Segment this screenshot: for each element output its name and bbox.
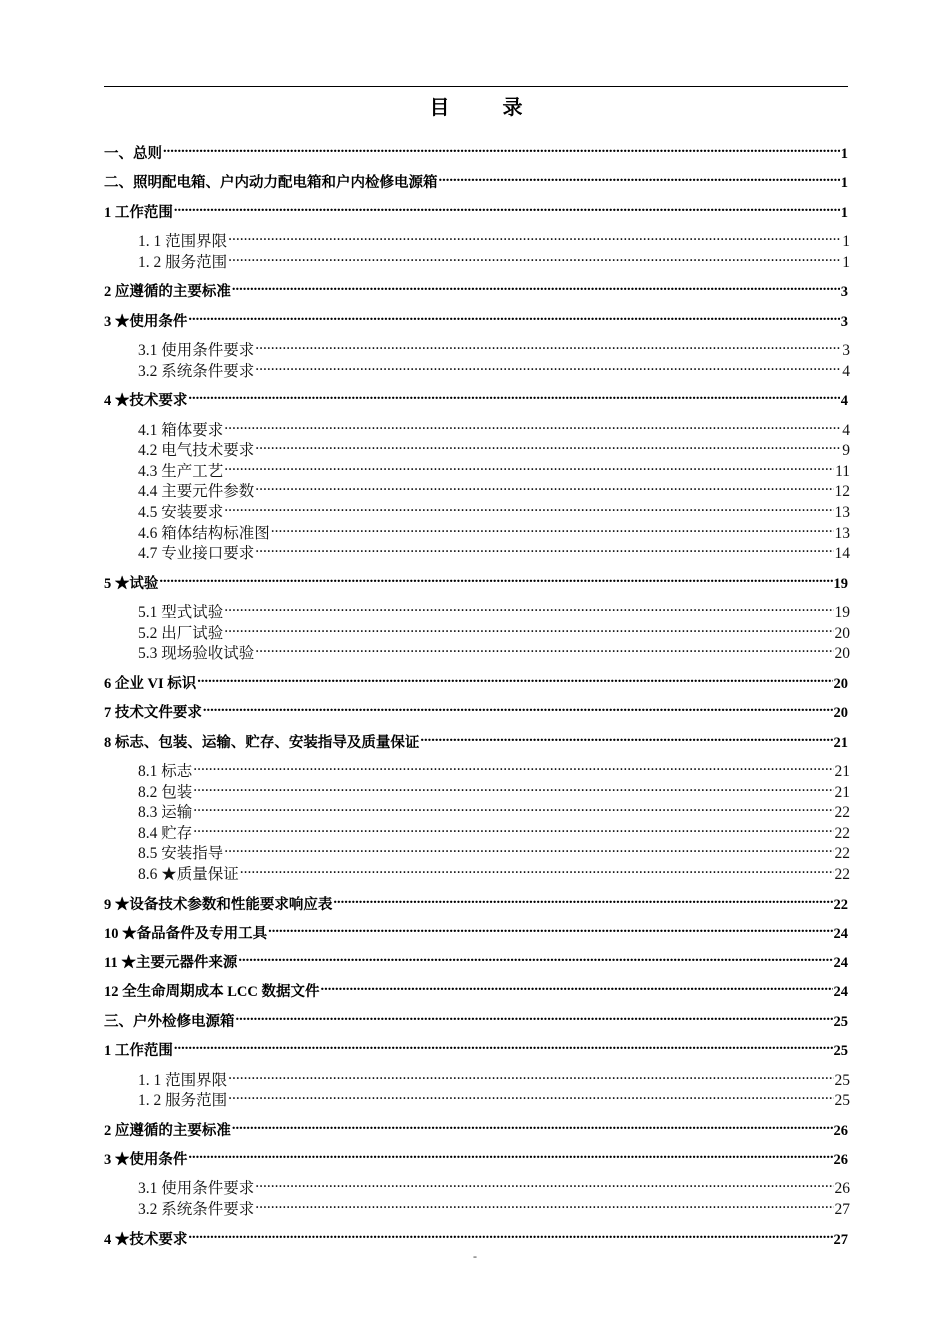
toc-entry-page-number: 1	[840, 146, 848, 162]
toc-entry-page-number: 4	[840, 393, 848, 410]
toc-leader-dots	[420, 727, 832, 747]
toc-entry-title: 1 工作范围	[104, 1043, 173, 1059]
toc-entry-title: 5 ★试验	[104, 575, 159, 592]
toc-entry-page-number: 27	[834, 1201, 850, 1218]
toc-entry-page-number: 1	[842, 233, 850, 251]
toc-leader-dots	[193, 756, 833, 776]
toc-leader-dots	[321, 976, 833, 996]
toc-leader-dots	[203, 697, 833, 717]
toc-entry-page-number: 4	[842, 421, 850, 439]
toc-leader-dots	[255, 1194, 833, 1214]
toc-entry-page-number: 26	[834, 1180, 850, 1198]
toc-entry-title: 12 全生命周期成本 LCC 数据文件	[104, 984, 320, 1001]
toc-entry-title: 一、总则	[104, 146, 162, 162]
toc-entry-title: 9 ★设备技术参数和性能要求响应表	[104, 896, 333, 913]
toc-leader-dots	[238, 947, 832, 967]
toc-entry[interactable]	[104, 947, 848, 972]
toc-entry[interactable]	[138, 518, 850, 542]
toc-entry-title: 8.2 包装	[138, 783, 193, 801]
toc-entry-title: 4.7 专业接口要求	[138, 545, 255, 563]
toc-entry[interactable]	[104, 385, 848, 410]
toc-entry-page-number: 3	[840, 284, 848, 301]
toc-entry-title: 二、照明配电箱、户内动力配电箱和户内检修电源箱	[104, 175, 438, 192]
toc-entry[interactable]	[138, 435, 850, 460]
toc-title: 目 录	[429, 97, 547, 119]
toc-entry[interactable]	[138, 1065, 850, 1089]
toc-entry-page-number: 13	[834, 524, 850, 542]
toc-leader-dots	[188, 306, 839, 326]
toc-entry-title: 1. 1 范围界限	[138, 233, 228, 251]
toc-entry-title: 8 标志、包装、运输、贮存、安装指导及质量保证	[104, 734, 420, 751]
toc-entry-title: 1 工作范围	[104, 204, 173, 221]
toc-entry-page-number: 24	[833, 925, 848, 942]
toc-leader-dots	[255, 538, 833, 558]
toc-entry-page-number: 12	[834, 483, 850, 501]
toc-entry-page-number: 24	[833, 955, 848, 972]
toc-entry-page-number: 21	[833, 734, 848, 751]
toc-entry-title: 3.2 系统条件要求	[138, 362, 255, 380]
toc-entry[interactable]	[104, 697, 848, 722]
toc-entry[interactable]	[138, 497, 850, 521]
toc-entry-page-number: 26	[833, 1151, 848, 1168]
toc-entry-title: 7 技术文件要求	[104, 705, 202, 722]
toc-entry[interactable]	[138, 356, 850, 380]
toc-leader-dots	[232, 1115, 833, 1135]
page-footer: -	[473, 1249, 477, 1263]
toc-entry[interactable]	[138, 247, 850, 271]
toc-entry-title: 10 ★备品备件及专用工具	[104, 925, 268, 942]
toc-entry-page-number: 1	[840, 204, 848, 221]
toc-entry-title: 8.1 标志	[138, 763, 193, 780]
toc-entry-page-number: 22	[834, 845, 850, 863]
toc-entry-title: 3.1 使用条件要求	[138, 342, 255, 359]
toc-entry[interactable]	[138, 597, 850, 622]
toc-entry-title: 4.4 主要元件参数	[138, 483, 255, 501]
toc-entry-title: 三、户外检修电源箱	[104, 1013, 235, 1030]
toc-entry-page-number: 22	[834, 824, 850, 842]
toc-entry-title: 2 应遵循的主要标准	[104, 1122, 231, 1139]
toc-entry-title: 5.2 出厂试验	[138, 624, 224, 642]
toc-entry[interactable]	[138, 818, 850, 842]
toc-entry[interactable]	[104, 918, 848, 942]
toc-entry[interactable]	[104, 138, 848, 162]
toc-entry-title: 8.4 贮存	[138, 824, 193, 842]
toc-leader-dots	[224, 415, 841, 435]
toc-entry-page-number: 20	[834, 624, 850, 642]
toc-entry[interactable]	[138, 335, 850, 359]
toc-entry-title: 8.5 安装指导	[138, 845, 224, 863]
toc-leader-dots	[159, 568, 832, 588]
toc-leader-dots	[255, 335, 841, 355]
toc-entry[interactable]	[104, 668, 848, 692]
toc-entry[interactable]	[138, 618, 850, 642]
toc-entry-title: 4.6 箱体结构标准图	[138, 524, 270, 542]
toc-entry[interactable]	[104, 1035, 848, 1059]
toc-entry-page-number: 1	[840, 175, 848, 192]
toc-leader-dots	[255, 435, 841, 455]
toc-leader-dots	[174, 197, 840, 217]
toc-entry-title: 4 ★技术要求	[104, 393, 188, 410]
toc-leader-dots	[163, 138, 840, 158]
toc-leader-dots	[193, 777, 833, 797]
toc-leader-dots	[255, 1173, 833, 1193]
toc-leader-dots	[268, 918, 832, 938]
toc-entry-title: 1. 2 服务范围	[138, 1092, 228, 1110]
toc-entry[interactable]	[104, 1115, 848, 1139]
toc-leader-dots	[188, 1224, 832, 1244]
toc-entry-title: 2 应遵循的主要标准	[104, 284, 231, 301]
toc-entry-page-number: 20	[833, 705, 848, 722]
toc-entry[interactable]	[138, 415, 850, 439]
toc-entry[interactable]	[104, 889, 848, 913]
toc-entry-page-number: 19	[833, 575, 848, 592]
toc-entry-page-number: 25	[834, 1092, 850, 1110]
toc-leader-dots	[240, 859, 834, 879]
toc-entry-page-number: 26	[833, 1122, 848, 1139]
toc-entry-page-number: 20	[834, 645, 850, 663]
toc-leader-dots	[255, 476, 833, 496]
toc-leader-dots	[232, 276, 840, 296]
toc-entry-page-number: 25	[833, 1043, 848, 1059]
toc-leader-dots	[197, 668, 832, 688]
toc-entry-page-number: 27	[833, 1231, 848, 1248]
toc-entry-page-number: 4	[842, 362, 850, 380]
toc-leader-dots	[174, 1035, 833, 1055]
toc-entry-page-number: 19	[834, 604, 850, 622]
toc-entry-page-number: 22	[834, 866, 850, 883]
toc-leader-dots	[224, 838, 833, 858]
toc-leader-dots	[193, 797, 833, 817]
toc-entry-title: 6 企业 VI 标识	[104, 675, 197, 692]
toc-entry-title: 4 ★技术要求	[104, 1231, 188, 1248]
toc-entry-title: 3 ★使用条件	[104, 1151, 188, 1168]
toc-entry-page-number: 11	[835, 462, 850, 480]
toc-leader-dots	[228, 226, 841, 246]
toc-entry[interactable]	[138, 226, 850, 251]
toc-entry[interactable]	[104, 568, 848, 592]
toc-entry-title: 3 ★使用条件	[104, 313, 188, 330]
toc-entry[interactable]	[104, 1006, 848, 1030]
toc-entry[interactable]	[138, 476, 850, 501]
toc-entry-page-number: 1	[842, 253, 850, 271]
toc-entry-title: 5.1 型式试验	[138, 604, 224, 622]
toc-entry-title: 3.1 使用条件要求	[138, 1180, 255, 1198]
toc-entry-page-number: 25	[834, 1071, 850, 1089]
toc-entry[interactable]	[138, 1085, 850, 1110]
toc-entry-page-number: 22	[833, 896, 848, 913]
toc-leader-dots	[271, 518, 834, 538]
toc-entry[interactable]	[104, 1224, 848, 1248]
toc-entry[interactable]	[138, 1173, 850, 1198]
toc-entry-page-number: 25	[833, 1013, 848, 1030]
toc-entry[interactable]	[138, 456, 850, 480]
toc-entry[interactable]	[104, 976, 848, 1001]
toc-entry-page-number: 22	[834, 804, 850, 822]
toc-entry-title: 4.5 安装要求	[138, 504, 224, 521]
toc-entry[interactable]	[138, 838, 850, 863]
toc-entry[interactable]	[138, 777, 850, 801]
toc-entry-title: 3.2 系统条件要求	[138, 1201, 255, 1218]
toc-leader-dots	[255, 356, 841, 376]
toc-leader-dots	[224, 456, 834, 476]
toc-leader-dots	[333, 889, 832, 909]
toc-entry[interactable]	[138, 1194, 850, 1218]
toc-leader-dots	[224, 497, 833, 517]
toc-entry-page-number: 20	[833, 675, 848, 692]
toc-entry-page-number: 3	[840, 313, 848, 330]
toc-entry-page-number: 21	[834, 783, 850, 801]
toc-entry-title: 4.3 生产工艺	[138, 462, 224, 480]
toc-entry-title: 5.3 现场验收试验	[138, 645, 255, 663]
toc-entry[interactable]	[104, 197, 848, 221]
toc-entry-title: 1. 1 范围界限	[138, 1071, 228, 1089]
toc-leader-dots	[228, 1085, 833, 1105]
toc-entry[interactable]	[138, 538, 850, 563]
toc-entry-page-number: 13	[834, 504, 850, 521]
toc-entry[interactable]	[104, 1144, 848, 1168]
toc-entry-page-number: 14	[834, 545, 850, 563]
toc-entry[interactable]	[138, 638, 850, 663]
toc-leader-dots	[224, 618, 833, 638]
toc-leader-dots	[439, 167, 840, 187]
toc-entry[interactable]	[104, 276, 848, 301]
toc-entry-page-number: 9	[842, 442, 850, 460]
toc-leader-dots	[193, 818, 833, 838]
toc-leader-dots	[224, 597, 833, 617]
toc-entry-title: 4.1 箱体要求	[138, 421, 224, 439]
toc-leader-dots	[228, 247, 841, 267]
toc-entry[interactable]	[138, 797, 850, 822]
toc-entry-title: 8.3 运输	[138, 804, 193, 822]
toc-entry-title: 1. 2 服务范围	[138, 253, 228, 271]
toc-leader-dots	[188, 1144, 832, 1164]
toc-entry-title: 8.6 ★质量保证	[138, 866, 239, 883]
toc-entry-page-number: 24	[833, 984, 848, 1001]
toc-entry-title: 11 ★主要元器件来源	[104, 955, 238, 972]
toc-entry-page-number: 21	[834, 763, 850, 780]
toc-entry-title: 4.2 电气技术要求	[138, 442, 255, 460]
toc-entry[interactable]	[138, 859, 850, 883]
toc-leader-dots	[188, 385, 839, 405]
toc-leader-dots	[236, 1006, 833, 1026]
toc-entry-page-number: 3	[842, 342, 850, 359]
toc-entry[interactable]	[104, 306, 848, 330]
toc-leader-dots	[228, 1065, 833, 1085]
toc-entry[interactable]	[138, 756, 850, 780]
toc-leader-dots	[255, 638, 833, 658]
toc-entry[interactable]	[104, 167, 848, 192]
toc-entry[interactable]	[104, 727, 848, 751]
